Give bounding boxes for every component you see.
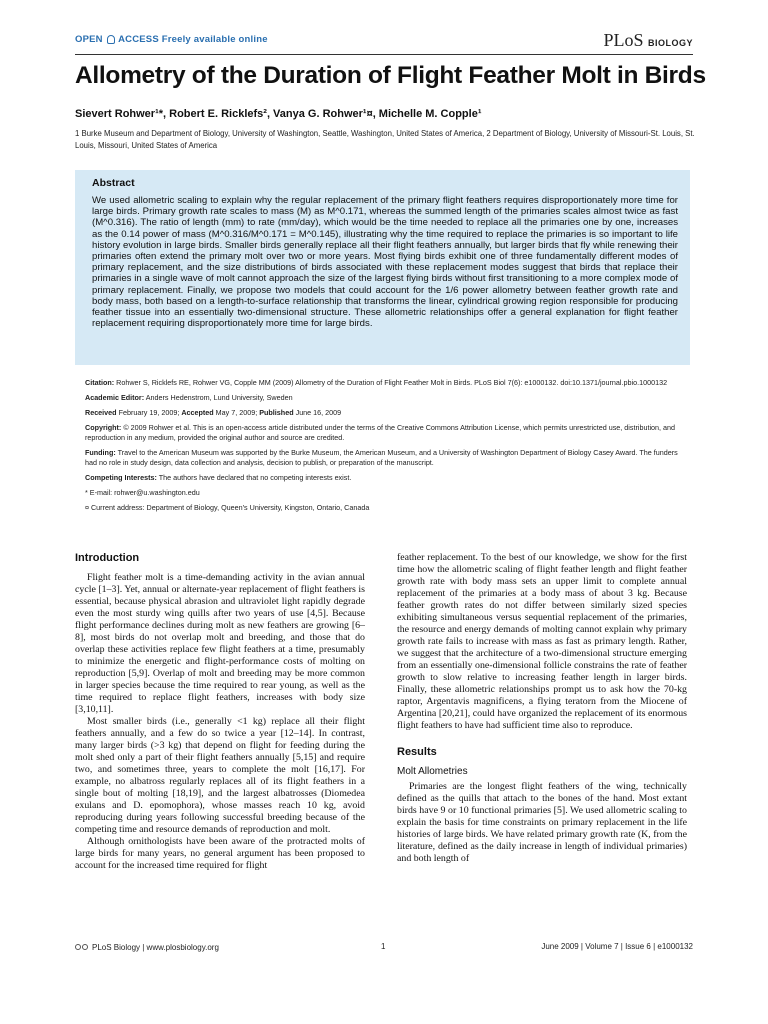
article-metadata (85, 378, 690, 518)
intro-paragraph-3: Although ornithologists have been aware of the protracted molts of large birds for many years, no general argument has been proposed to account for the increased time required for flight (75, 836, 365, 871)
academic-editor: Academic Editor: Anders Hedenstrom, Lund University, Sweden (85, 393, 293, 402)
left-column (75, 552, 365, 872)
citation: Citation: Rohwer S, Ricklefs RE, Rohwer VG, Copple MM (2009) Allometry of the Duration of Flight Feather Molt in Birds. PLoS Biol 7(6): e1000132. doi:10.1371/journal.pbio.1000132 (85, 378, 668, 387)
affiliations: 1 Burke Museum and Department of Biology, University of Washington, Seattle, Washington, United States of America, 2 Department of Biology, University of Missouri-St. Louis, St. Louis, Missouri, United States of America (75, 129, 695, 150)
right-paragraph-1: feather replacement. To the best of our knowledge, we show for the first time how the allometric scaling of flight feather length and flight feather growth rate with body mass sets an upper limit to complete annual replacement of the primaries at a body mass of about 3 kg. Because feather growth rates do not differ between similarly sized species exhibiting simultaneous versus sequential replacement of the primaries, the resource and energy demands of molting cannot explain why primary growth rate fails to increase with mass as fast as primary length. Rather, we suggest that the architecture of a two-dimensional structure emerging from an essentially one-dimensional follicle constrains the rate of feather growth to slow relative to increasing feather length in larger birds. Finally, these allometric relationships prompt us to ask how the 70-kg raptor, Argentavis magnificens, a flying teratorn from the Miocene of Argentina [20,21], could have organized the replacement of its enormous flight feathers to have had sufficient time also to reproduce. (397, 552, 687, 731)
right-column (397, 552, 687, 865)
open-access-banner (75, 34, 268, 45)
dates: Received February 19, 2009; Accepted May 7, 2009; Published June 16, 2009 (85, 408, 342, 417)
introduction-heading: Introduction (75, 552, 140, 564)
intro-paragraph-1: Flight feather molt is a time-demanding activity in the avian annual cycle [1–3]. Yet, annual or alternate-year replacement of flight feathers is essential, because physical abrasion and ultraviolet light rapidly degrade even the most sturdy wing quills after two years of use [4,5]. Because flight performance declines during molt as new feathers are growing [6–8], most birds do not overlap molt and breeding, and those that do overlap these activities replace few flight feathers at a time, presumably to minimize the energetic and flight-performance costs of molting on reproduction [5,9]. Overlap of molt and breeding may be more common in larger species because the time required to rear young, as well as the time required to replace flight feathers, increases with body size [3,10,11]. (75, 572, 365, 715)
competing-interests: Competing Interests: The authors have declared that no competing interests exist. (85, 473, 352, 482)
abstract-text: We used allometric scaling to explain why the regular replacement of the primary flight feathers requires disproportionately more time for large birds. Primary growth rate scales to mass (M) as M^0.171, whereas the summed length of the primaries scales almost twice as fast (M^0.316). The ratio of length (mm) to rate (mm/day), which would be the time needed to replace all the primaries one by one, increases as the 0.14 power of mass (M^0.316/M^0.171 = M^0.145), illustrating why the time required to replace the primaries is so important to life history evolution in large birds. Smaller birds generally replace all their flight feathers annually, but larger birds that fly while renewing their primaries often extend the primary molt over two or more years. Most flying birds exhibit one of three fundamentally different modes of primary replacement, and the size distributions of birds associated with these replacement modes suggest that birds that replace their primaries in a single wave of molt cannot approach the size of the largest flying birds without first transitioning to a more complex mode of primary replacement. Finally, we propose two models that could account for the 1/6 power allometry between feather growth rate and body mass, both based on a length-to-surface relationship that transforms the linear, cylindrical growing region responsible for producing feather tissue into an essentially two-dimensional structure. These allometric relationships offer a general explanation for flight feather replacement requiring disproportionately more time for large birds. (92, 195, 678, 330)
article-title: Allometry of the Duration of Flight Feather Molt in Birds (75, 62, 706, 89)
right-paragraph-2: Primaries are the longest flight feathers of the wing, technically defined as the quills that attach to the bones of the hand. Most extant birds have 9 or 10 functional primaries [5]. We used allometric scaling to explain the basis for time constraints on primary replacement in the life histories of large birds. We have related primary growth rate (K, from the literature, defined as the daily increase in length of individual primaries) and both length of (397, 781, 687, 864)
journal-logo (603, 30, 693, 51)
copyright: Copyright: © 2009 Rohwer et al. This is an open-access article distributed under the terms of the Creative Commons Attribution License, which permits unrestricted use, distribution, and reproduction in any medium, provided the original author and source are credited. (85, 423, 676, 442)
footer-journal: PLoS Biology | www.plosbiology.org (75, 942, 219, 952)
funding: Funding: Travel to the American Museum was supported by the Burke Museum, the American Museum, and a University of Washington Department of Biology Casey Award. The funders had no role in study design, data collection and analysis, decision to publish, or preparation of the manuscript. (85, 448, 678, 467)
molt-allometries-heading: Molt Allometries (397, 766, 468, 777)
intro-paragraph-2: Most smaller birds (i.e., generally <1 kg) replace all their flight feathers annually, and a few do so twice a year [12–14]. In contrast, many larger birds (>3 kg) that depend on flight for feeding during the molt shed only a part of their flight feathers annually [5,15] and require two, and sometimes three, years to complete the molt [16,17]. For example, no albatross regularly replaces all of its flight feathers in a single bout of molting [18,19], and the largest albatrosses (Diomedea exulans and D. epomophora), whose masses reach 10 kg, avoid reproducing during years following successful breeding because of the competing time and resource demands of reproduction and molt. (75, 716, 365, 835)
open-access-lock-icon (107, 35, 115, 44)
plos-logo-icon (75, 942, 89, 952)
abstract-heading: Abstract (92, 177, 135, 189)
access-label: ACCESS Freely available online (118, 34, 268, 45)
journal-subname: BIOLOGY (647, 38, 693, 48)
header-rule (75, 54, 693, 55)
page-number: 1 (381, 942, 386, 951)
author-list: Sievert Rohwer¹*, Robert E. Ricklefs², Vanya G. Rohwer¹¤, Michelle M. Copple¹ (75, 108, 482, 120)
footer-issue: June 2009 | Volume 7 | Issue 6 | e1000132 (541, 942, 693, 951)
current-address: ¤ Current address: Department of Biology, Queen's University, Kingston, Ontario, Canada (85, 503, 370, 512)
journal-header (75, 30, 693, 52)
email[interactable]: * E-mail: rohwer@u.washington.edu (85, 488, 200, 497)
abstract-box (75, 170, 690, 365)
journal-name: PLoS (603, 30, 644, 50)
open-label: OPEN (75, 34, 103, 45)
results-heading: Results (397, 746, 437, 758)
